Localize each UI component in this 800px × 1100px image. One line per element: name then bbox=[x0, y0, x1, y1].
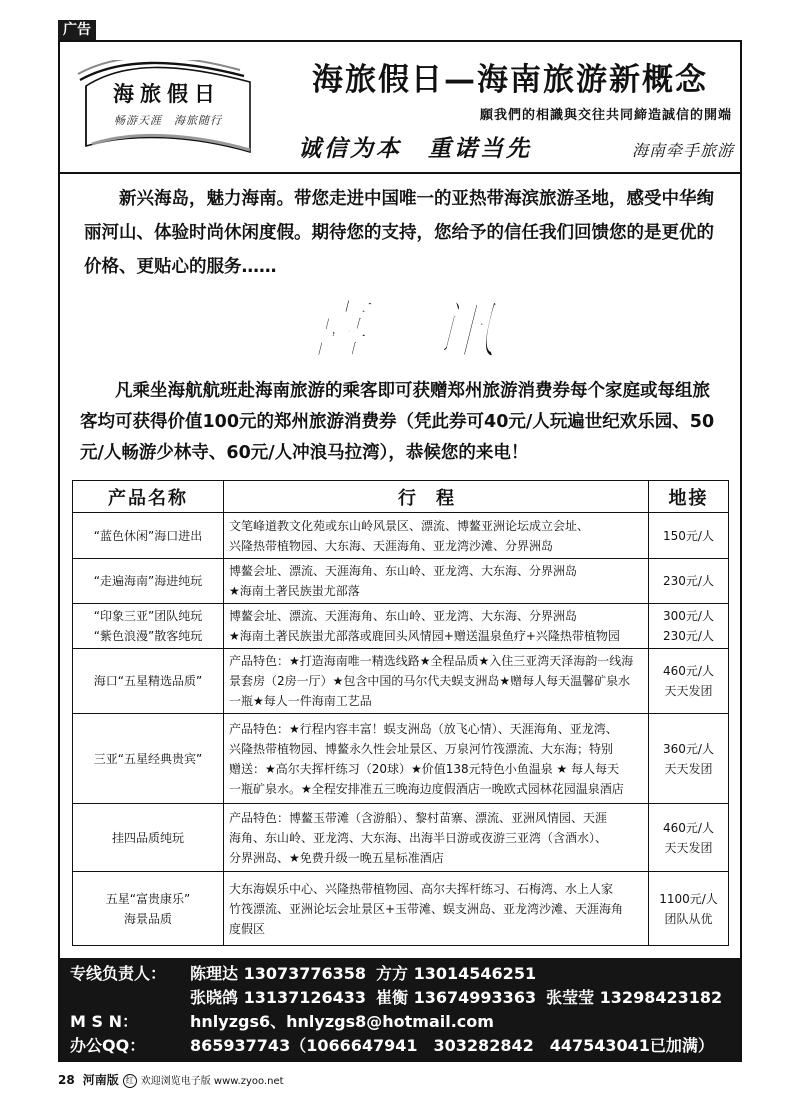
qq-label: 办公QQ： bbox=[70, 1036, 146, 1055]
itinerary-line: 文笔峰道教文化苑或东山岭风景区、漂流、博鳌亚洲论坛成立会址、 bbox=[229, 518, 590, 533]
price-cell bbox=[649, 872, 729, 946]
welcome-text: 欢迎浏览电子版 www.zyoo.net bbox=[140, 1076, 284, 1087]
itinerary-line: 一瓶矿泉水。★全程安排准五三晚海边度假酒店一晚欧式园林花园温泉酒店 bbox=[229, 781, 624, 796]
table-row bbox=[73, 513, 729, 559]
edition-badge-icon: 红 bbox=[123, 1074, 137, 1088]
itinerary-line: 竹筏漂流、亚洲论坛会址景区+玉带滩、蜈支洲岛、亚龙湾沙滩、天涯海角 bbox=[229, 901, 624, 916]
ad-headline: 海旅假日—海南旅游新概念 bbox=[312, 62, 708, 98]
ad-subheadline: 願我們的相識與交往共同締造誠信的開端 bbox=[479, 108, 732, 123]
manager-contact: 崔衡 13674993363 bbox=[376, 988, 537, 1007]
product-name-cell bbox=[73, 649, 224, 714]
table-header-row bbox=[73, 481, 729, 513]
big-title-graphic bbox=[60, 284, 740, 370]
table-row bbox=[73, 714, 729, 804]
manager-contact: 张晓鸽 13137126433 bbox=[190, 988, 367, 1007]
itinerary-line: 兴隆热带植物园、大东海、天涯海角、亚龙湾沙滩、分界洲岛 bbox=[229, 538, 554, 553]
table-row bbox=[73, 872, 729, 946]
header-local-price: 地接 bbox=[649, 481, 729, 513]
manager-line-1 bbox=[70, 962, 740, 986]
itinerary-line: 产品特色：★打造海南唯一精选线路★全程品质★入住三亚湾天泽海韵一线海 bbox=[229, 654, 634, 668]
contact-footer bbox=[60, 958, 740, 1060]
product-name-line: 海口“五星精选品质” bbox=[93, 674, 203, 688]
qq-numbers: 865937743（1066647941 303282842 447543041已加满） bbox=[190, 1036, 714, 1055]
manager-line-2 bbox=[70, 986, 740, 1010]
page-number: 28 bbox=[58, 1073, 75, 1087]
header-product-name: 产品名称 bbox=[73, 481, 224, 513]
price-line: 360元/人 bbox=[663, 741, 714, 756]
ad-header bbox=[60, 42, 740, 174]
header-itinerary: 行程 bbox=[224, 481, 649, 513]
manager-contact: 陈理达 13073776358 bbox=[190, 964, 367, 983]
itinerary-cell bbox=[224, 559, 649, 604]
product-name-cell bbox=[73, 804, 224, 872]
price-cell bbox=[649, 604, 729, 649]
itinerary-cell bbox=[224, 872, 649, 946]
itinerary-line: 大东海娱乐中心、兴隆热带植物园、高尔夫挥杆练习、石梅湾、水上人家 bbox=[229, 881, 614, 896]
advertisement-frame bbox=[58, 40, 742, 1062]
price-line: 230元/人 bbox=[663, 629, 714, 643]
product-name-line: “蓝色休闲”海口进出 bbox=[93, 528, 203, 543]
brand-name: 海南牵手旅游 bbox=[631, 141, 734, 160]
big-title-text: 喜 讯 bbox=[304, 293, 496, 368]
itinerary-line: 分界洲岛、★免费升级一晚五星标准酒店 bbox=[229, 850, 444, 865]
product-name-cell bbox=[73, 604, 224, 649]
itinerary-line: 赠送：★高尔夫挥杆练习（20球）★价值138元特色小鱼温泉 ★ 每人每天 bbox=[229, 761, 620, 776]
table-row bbox=[73, 559, 729, 604]
table-row bbox=[73, 649, 729, 714]
product-name-cell bbox=[73, 872, 224, 946]
itinerary-line: 一瓶★每人一件海南工艺品 bbox=[229, 694, 372, 708]
flag-logo-icon bbox=[74, 60, 256, 156]
price-line: 230元/人 bbox=[663, 574, 714, 588]
itinerary-cell bbox=[224, 714, 649, 804]
product-name-line: 五星“富贵康乐” bbox=[105, 891, 191, 906]
itinerary-line: 度假区 bbox=[229, 921, 266, 936]
logo-slogan: 畅游天涯 海旅随行 bbox=[114, 114, 222, 127]
logo-title: 海旅假日 bbox=[113, 81, 221, 106]
itinerary-line: 博鳌会址、漂流、天涯海角、东山岭、亚龙湾、大东海、分界洲岛 bbox=[229, 609, 578, 623]
qq-line bbox=[70, 1034, 740, 1058]
manager-contact: 张莹莹 13298423182 bbox=[546, 988, 723, 1007]
price-line: 天天发团 bbox=[664, 684, 713, 698]
itinerary-line: 产品特色：博鳌玉带滩（含游船）、黎村苗寨、漂流、亚洲风情园、天涯 bbox=[229, 810, 608, 825]
price-cell bbox=[649, 714, 729, 804]
manager-label: 专线负责人： bbox=[70, 964, 167, 983]
itinerary-cell bbox=[224, 804, 649, 872]
page-footer bbox=[58, 1070, 458, 1090]
itinerary-line: 兴隆热带植物园、博鳌永久性会址景区、万泉河竹筏漂流、大东海；特别 bbox=[229, 741, 614, 756]
itinerary-line: 景套房（2房一厅）★包含中国的马尔代夫蜈支洲岛★赠每人每天温馨矿泉水 bbox=[229, 674, 631, 688]
itinerary-cell bbox=[224, 649, 649, 714]
price-line: 团队从优 bbox=[664, 911, 713, 926]
product-table bbox=[72, 480, 729, 946]
ad-motto: 诚信为本 重诺当先 bbox=[298, 136, 532, 162]
price-cell bbox=[649, 804, 729, 872]
edition-label: 河南版 bbox=[82, 1073, 119, 1087]
product-name-line: 三亚“五星经典贵宾” bbox=[93, 751, 203, 766]
news-paragraph: 凡乘坐海航航班赴海南旅游的乘客即可获赠郑州旅游消费券每个家庭或每组旅客均可获得价值100元的郑州旅游消费券（凭此券可40元/人玩遍世纪欢乐园、50元/人畅游少林寺、60元/人冲浪马拉湾），恭候您的来电！ bbox=[80, 381, 715, 463]
product-name-line: 挂四品质纯玩 bbox=[111, 830, 184, 845]
itinerary-cell bbox=[224, 513, 649, 559]
product-name-cell bbox=[73, 559, 224, 604]
table-row bbox=[73, 804, 729, 872]
price-cell bbox=[649, 649, 729, 714]
price-cell bbox=[649, 513, 729, 559]
price-line: 天天发团 bbox=[664, 840, 713, 855]
itinerary-line: ★海南土著民族蚩尤部落或鹿回头风情园+赠送温泉鱼疗+兴隆热带植物园 bbox=[229, 629, 620, 643]
itinerary-line: ★海南土著民族蚩尤部落 bbox=[229, 584, 360, 598]
msn-address: hnlyzgs6、hnlyzgs8@hotmail.com bbox=[190, 1012, 494, 1031]
price-line: 1100元/人 bbox=[659, 891, 718, 906]
price-cell bbox=[649, 559, 729, 604]
price-line: 150元/人 bbox=[663, 528, 714, 543]
itinerary-line: 海角、东山岭、亚龙湾、大东海、出海半日游或夜游三亚湾（含酒水）、 bbox=[229, 830, 608, 845]
product-name-line: “印象三亚”团队纯玩 bbox=[93, 609, 203, 623]
product-name-line: “紫色浪漫”散客纯玩 bbox=[93, 629, 203, 643]
price-line: 天天发团 bbox=[664, 761, 713, 776]
price-line: 460元/人 bbox=[663, 820, 714, 835]
msn-line bbox=[70, 1010, 740, 1034]
manager-contact: 方方 13014546251 bbox=[376, 964, 537, 983]
product-name-cell bbox=[73, 714, 224, 804]
itinerary-line: 博鳌会址、漂流、天涯海角、东山岭、亚龙湾、大东海、分界洲岛 bbox=[229, 564, 578, 578]
msn-label: M S N： bbox=[70, 1012, 138, 1031]
price-line: 300元/人 bbox=[663, 609, 714, 623]
intro-paragraph: 新兴海岛，魅力海南。带您走进中国唯一的亚热带海滨旅游圣地，感受中华绚丽河山、体验时尚休闲度假。期待您的支持，您给予的信任我们回馈您的是更优的价格、更贴心的服务…… bbox=[84, 189, 714, 277]
itinerary-line: 产品特色：★行程内容丰富！蜈支洲岛（放飞心情）、天涯海角、亚龙湾、 bbox=[229, 721, 618, 736]
ad-tag: 广告 bbox=[58, 20, 96, 40]
table-row bbox=[73, 604, 729, 649]
product-name-line: “走遍海南”海进纯玩 bbox=[93, 574, 203, 588]
itinerary-cell bbox=[224, 604, 649, 649]
product-name-line: 海景品质 bbox=[123, 911, 172, 926]
product-name-cell bbox=[73, 513, 224, 559]
price-line: 460元/人 bbox=[663, 664, 714, 678]
